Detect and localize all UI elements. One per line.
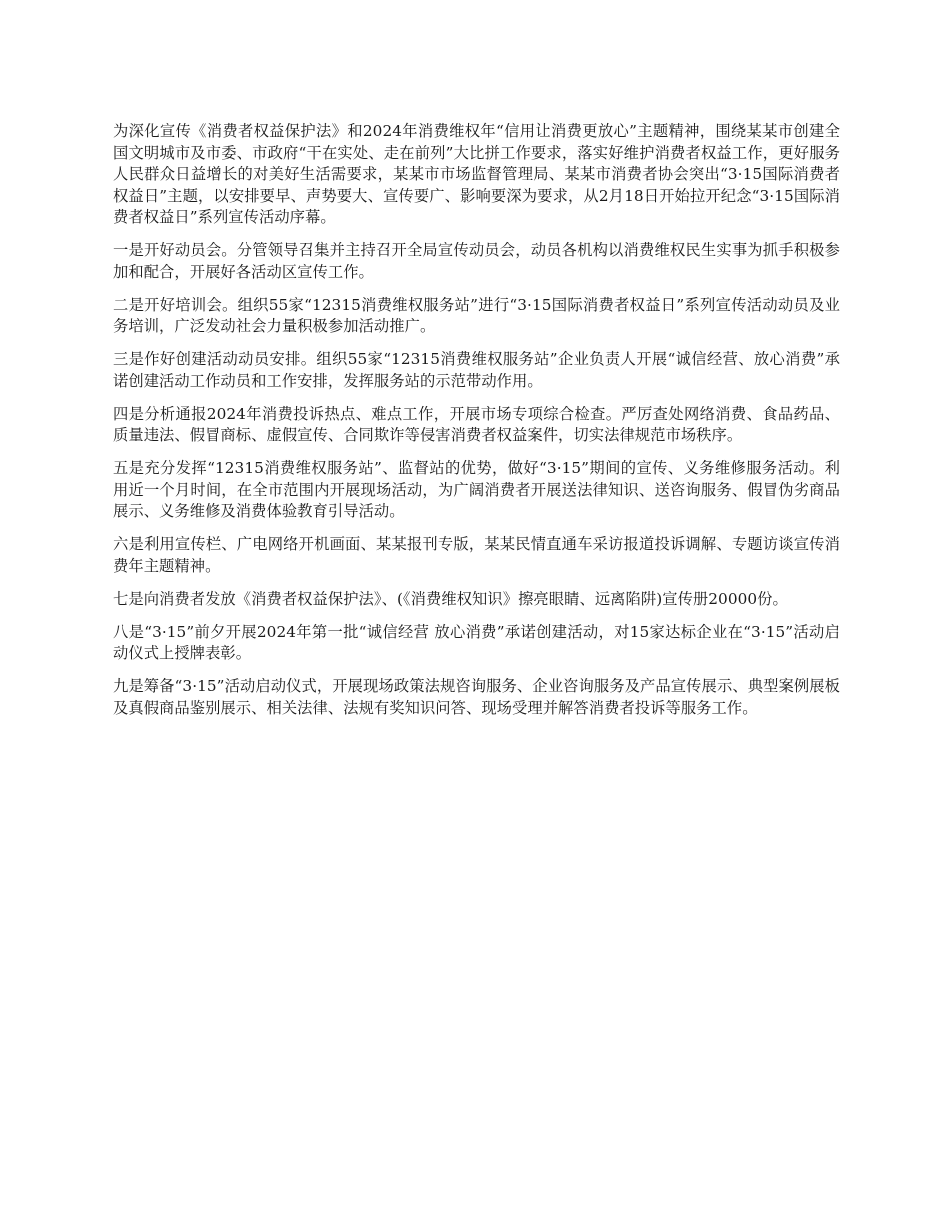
document-body xyxy=(113,121,840,731)
paragraph-item-4: 四是分析通报2024年消费投诉热点、难点工作，开展市场专项综合检查。严厉查处网络消费、食品药品、质量违法、假冒商标、虚假宣传、合同欺诈等侵害消费者权益案件，切实法律规范市场秩序。 xyxy=(113,404,840,444)
paragraph-item-7: 七是向消费者发放《消费者权益保护法》、(《消费维权知识》擦亮眼睛、远离陷阱)宣传册20000份。 xyxy=(113,589,788,608)
paragraph-item-1: 一是开好动员会。分管领导召集并主持召开全局宣传动员会，动员各机构以消费维权民生实事为抓手积极参加和配合，开展好各活动区宣传工作。 xyxy=(113,241,840,281)
paragraph-item-9: 九是筹备“3·15”活动启动仪式，开展现场政策法规咨询服务、企业咨询服务及产品宣传展示、典型案例展板及真假商品鉴别展示、相关法律、法规有奖知识问答、现场受理并解答消费者投诉等服务工作。 xyxy=(113,677,840,717)
paragraph-item-8: 八是“3·15”前夕开展2024年第一批“诚信经营 放心消费”承诺创建活动，对15家达标企业在“3·15”活动启动仪式上授牌表彰。 xyxy=(113,622,840,662)
paragraph-item-6: 六是利用宣传栏、广电网络开机画面、某某报刊专版，某某民情直通车采访报道投诉调解、专题访谈宣传消费年主题精神。 xyxy=(113,535,840,575)
paragraph-item-3: 三是作好创建活动动员安排。组织55家“12315消费维权服务站”企业负责人开展“诚信经营、放心消费”承诺创建活动工作动员和工作安排，发挥服务站的示范带动作用。 xyxy=(113,350,840,390)
paragraph-item-2: 二是开好培训会。组织55家“12315消费维权服务站”进行“3·15国际消费者权益日”系列宣传活动动员及业务培训，广泛发动社会力量积极参加活动推广。 xyxy=(113,295,840,335)
paragraph-intro: 为深化宣传《消费者权益保护法》和2024年消费维权年“信用让消费更放心”主题精神，围绕某某市创建全国文明城市及市委、市政府“干在实处、走在前列”大比拼工作要求，落实好维护消费者权益工作，更好服务人民群众日益增长的对美好生活需要求，某某市市场监督管理局、某某市消费者协会突出“3·15国际消费者权益日”主题，以安排要早、声势要大、宣传要广、影响要深为要求，从2月18日开始拉开纪念“3·15国际消费者权益日”系列宣传活动序幕。 xyxy=(113,122,840,226)
paragraph-item-5: 五是充分发挥“12315消费维权服务站”、监督站的优势，做好“3·15”期间的宣传、义务维修服务活动。利用近一个月时间，在全市范围内开展现场活动，为广阔消费者开展送法律知识、送咨询服务、假冒伪劣商品展示、义务维修及消费体验教育引导活动。 xyxy=(113,459,840,520)
